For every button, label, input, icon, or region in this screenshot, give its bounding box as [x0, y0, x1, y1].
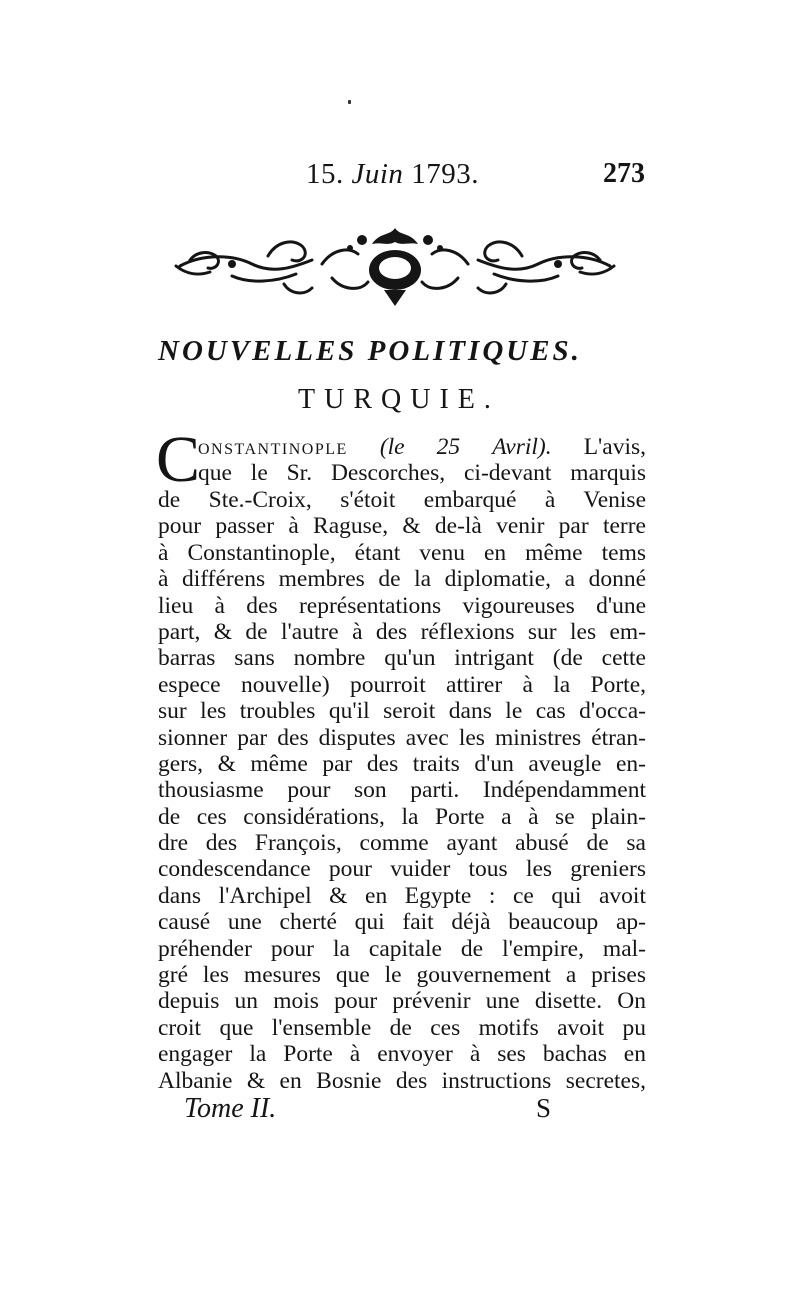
dateline-place: onstantinople [198, 434, 348, 460]
body-line: de Ste.-Croix, s'étoit embarqué à Venise [158, 487, 646, 513]
volume-label: Tome II. [184, 1093, 277, 1124]
body-line: sionner par des disputes avec les ministres étran- [158, 724, 646, 751]
article-body [158, 487, 646, 1094]
dateline-day: (le 25 [379, 434, 461, 460]
header-date-month: Juin [351, 158, 404, 190]
stray-mark [348, 100, 351, 104]
second-line-text: que le Sr. Descorches, ci-devant marquis [198, 460, 646, 486]
article-first-line [158, 434, 646, 460]
body-line: Albanie & en Bosnie des instructions secretes, [158, 1067, 646, 1094]
article-second-line [158, 460, 646, 486]
body-line: thousiasme pour son parti. Indépendamment [158, 777, 646, 804]
body-line: sur les troubles qu'il seroit dans le cas d'occa- [158, 698, 646, 725]
body-line: à différens membres de la diplomatie, a donné [158, 566, 646, 593]
body-line: gré les mesures que le gouvernement a prises [158, 962, 646, 989]
header-date-year: 1793. [411, 158, 479, 190]
country-heading: TURQUIE. [298, 384, 500, 415]
body-line: lieu à des représentations vigoureuses d'une [158, 592, 646, 619]
body-line: pour passer à Raguse, & de-là venir par terre [158, 513, 646, 540]
body-line: gers, & même par des traits d'un aveugle en- [158, 750, 646, 777]
body-line: espece nouvelle) pourroit attirer à la Porte, [158, 671, 646, 698]
body-line: croit que l'ensemble de ces motifs avoit pu [158, 1014, 646, 1041]
body-line: dans l'Archipel & en Egypte : ce qui avoit [158, 882, 646, 909]
first-line-rest: L'avis, [583, 434, 647, 460]
body-line: depuis un mois pour prévenir une disette. On [158, 988, 646, 1015]
headpiece-ornament [172, 224, 618, 308]
running-header [0, 158, 800, 198]
body-line: dre des François, comme ayant abusé de sa [158, 830, 646, 857]
body-line: préhender pour la capitale de l'empire, mal- [158, 935, 646, 962]
page-number: 273 [603, 158, 645, 189]
body-line: part, & de l'autre à des réflexions sur les em- [158, 618, 646, 645]
body-line: condescendance pour vuider tous les greniers [158, 856, 646, 883]
body-line: de ces considérations, la Porte a à se plain- [158, 803, 646, 830]
header-date [306, 158, 479, 191]
body-line: à Constantinople, étant venu en même tems [158, 539, 646, 566]
signature-mark: S [536, 1093, 552, 1123]
drop-cap: C [156, 423, 201, 496]
section-title: NOUVELLES POLITIQUES. [158, 335, 582, 367]
body-line: barras sans nombre qu'un intrigant (de cette [158, 645, 646, 672]
page-footer [0, 1093, 800, 1129]
body-line: causé une cherté qui fait déjà beaucoup ap- [158, 909, 646, 936]
header-date-day: 15. [306, 158, 344, 190]
body-line: engager la Porte à envoyer à ses bachas en [158, 1041, 646, 1068]
dateline-month: Avril). [492, 434, 552, 460]
